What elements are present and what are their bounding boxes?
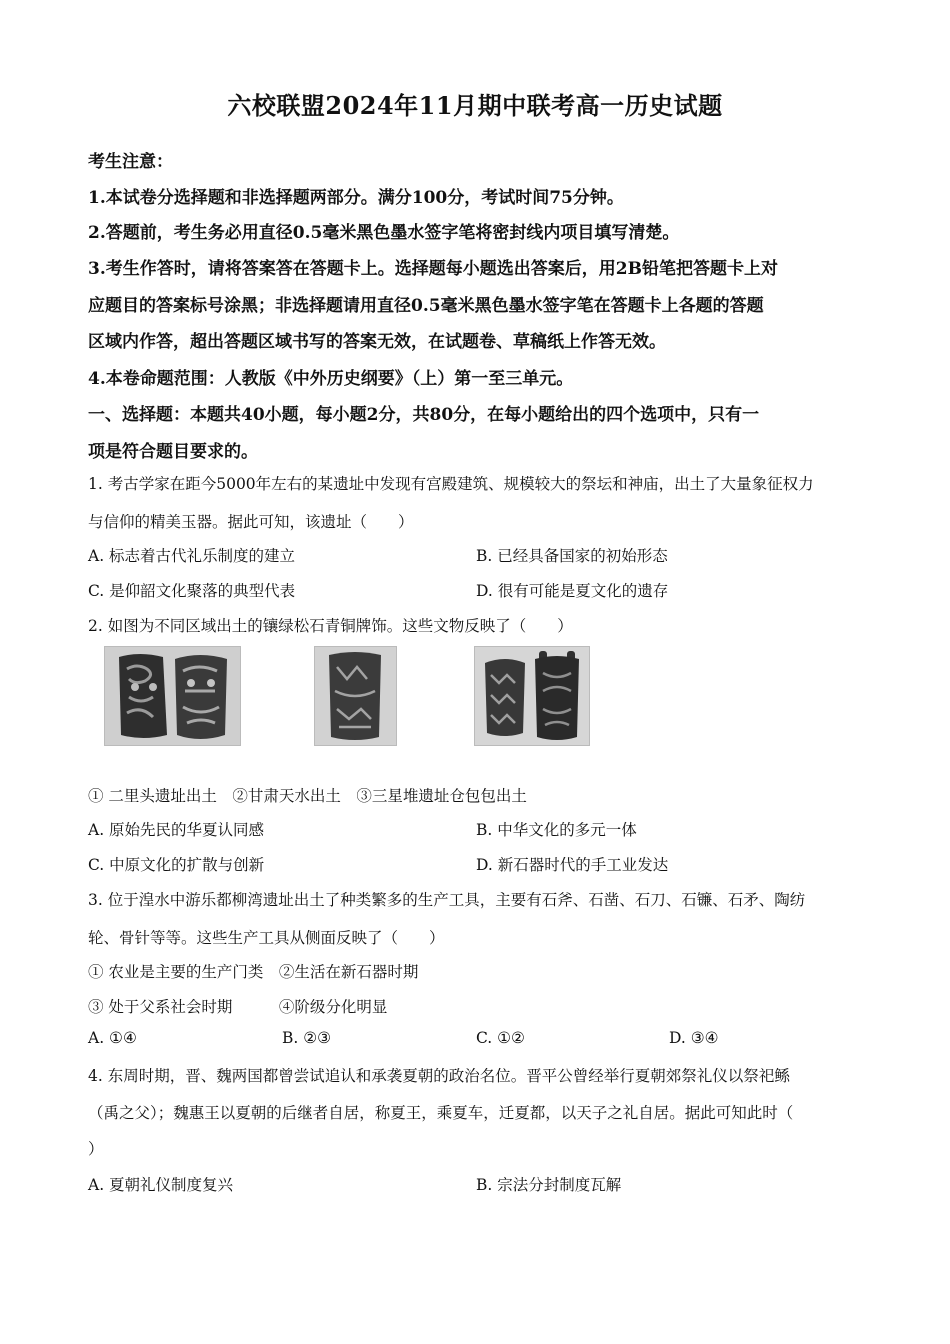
question-3-stem: 轮、骨针等等。这些生产工具从侧面反映了（ ）	[88, 929, 445, 947]
option-1a: A. 标志着古代礼乐制度的建立	[88, 547, 296, 565]
bronze-plaque-image-erlitou	[104, 646, 241, 746]
option-3b: B. ②③	[282, 1029, 332, 1047]
notice-heading: 考生注意：	[88, 152, 173, 172]
notice-line: 3.考生作答时，请将答案答在答题卡上。选择题每小题选出答案后，用2B铅笔把答题卡上对	[88, 259, 778, 279]
option-3d: D. ③④	[669, 1029, 719, 1047]
option-2a: A. 原始先民的华夏认同感	[88, 821, 265, 839]
question-2-captions: ① 二里头遗址出土 ②甘肃天水出土 ③三星堆遗址仓包包出土	[88, 787, 527, 805]
section-heading: 一、选择题：本题共40小题，每小题2分，共80分，在每小题给出的四个选项中，只有一	[88, 405, 760, 425]
option-1b: B. 已经具备国家的初始形态	[476, 547, 668, 565]
question-4-stem: 4. 东周时期，晋、魏两国都曾尝试追认和承袭夏朝的政治名位。晋平公曾经举行夏朝郊祭礼仪以祭祀鲧	[88, 1067, 790, 1085]
question-1-stem: 1. 考古学家在距今5000年左右的某遗址中发现有宫殿建筑、规模较大的祭坛和神庙，出土了大量象征权力	[88, 475, 814, 493]
option-2c: C. 中原文化的扩散与创新	[88, 856, 265, 874]
question-4-stem: ）	[88, 1140, 104, 1158]
notice-line: 1.本试卷分选择题和非选择题两部分。满分100分，考试时间75分钟。	[88, 188, 624, 208]
question-2-stem: 2. 如图为不同区域出土的镶绿松石青铜牌饰。这些文物反映了（ ）	[88, 617, 573, 635]
question-3-items: ① 农业是主要的生产门类 ②生活在新石器时期	[88, 963, 419, 981]
page-title: 六校联盟2024年11月期中联考高一历史试题	[227, 91, 723, 120]
section-heading: 项是符合题目要求的。	[88, 442, 258, 462]
notice-line: 2.答题前，考生务必用直径0.5毫米黑色墨水签字笔将密封线内项目填写清楚。	[88, 223, 680, 243]
option-2b: B. 中华文化的多元一体	[476, 821, 637, 839]
option-1d: D. 很有可能是夏文化的遗存	[476, 582, 669, 600]
notice-line: 应题目的答案标号涂黑；非选择题请用直径0.5毫米黑色墨水签字笔在答题卡上各题的答题	[88, 296, 764, 316]
bronze-plaque-image-sanxingdui	[474, 646, 590, 746]
option-3a: A. ①④	[88, 1029, 137, 1047]
option-2d: D. 新石器时代的手工业发达	[476, 856, 669, 874]
option-4a: A. 夏朝礼仪制度复兴	[88, 1176, 234, 1194]
option-3c: C. ①②	[476, 1029, 525, 1047]
option-1c: C. 是仰韶文化聚落的典型代表	[88, 582, 296, 600]
question-1-stem: 与信仰的精美玉器。据此可知，该遗址（ ）	[88, 513, 414, 531]
question-3-stem: 3. 位于湟水中游乐都柳湾遗址出土了种类繁多的生产工具，主要有石斧、石凿、石刀、石镰、石矛、陶纺	[88, 891, 806, 909]
notice-line: 4.本卷命题范围：人教版《中外历史纲要》（上）第一至三单元。	[88, 369, 574, 389]
option-4b: B. 宗法分封制度瓦解	[476, 1176, 622, 1194]
bronze-plaque-image-tianshui	[314, 646, 397, 746]
notice-line: 区域内作答，超出答题区域书写的答案无效，在试题卷、草稿纸上作答无效。	[88, 332, 666, 352]
question-3-items: ③ 处于父系社会时期 ④阶级分化明显	[88, 998, 388, 1016]
question-4-stem: （禹之父）；魏惠王以夏朝的后继者自居，称夏王，乘夏车，迁夏都，以天子之礼自居。据此可知此时（	[88, 1104, 794, 1122]
